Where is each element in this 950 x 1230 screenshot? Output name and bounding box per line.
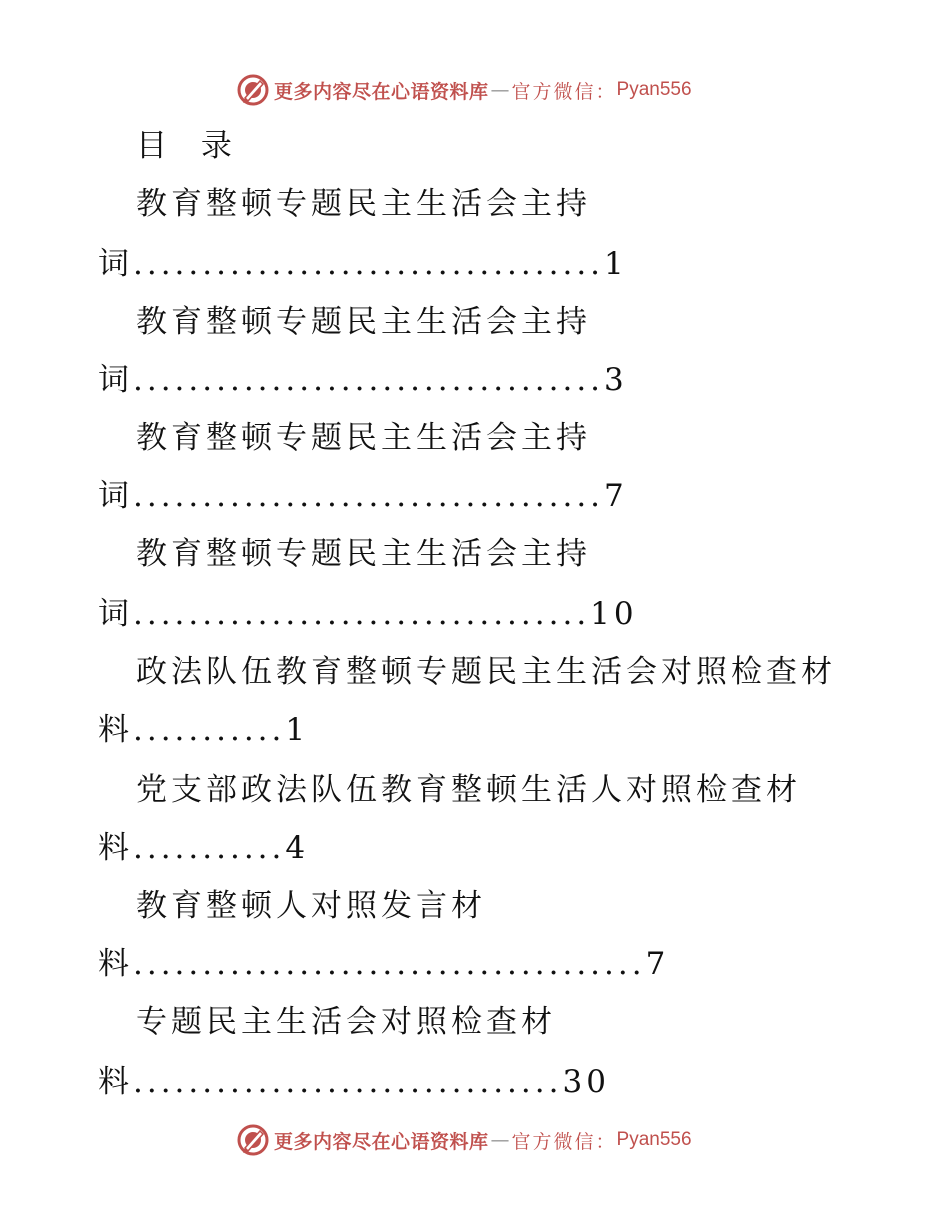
toc-entry-8-title: 专题民主生活会对照检查材 <box>136 1004 556 1040</box>
toc-entry-2-leader: 词..................................3 <box>98 362 628 398</box>
watermark-label: 官方微信： <box>511 1130 617 1153</box>
toc-entry-3-leader: 词..................................7 <box>98 478 628 514</box>
toc-heading: 目 录 <box>136 128 244 164</box>
toc-entry-3-title: 教育整顿专题民主生活会主持 <box>136 420 591 456</box>
watermark-separator: — <box>490 79 510 101</box>
header-watermark <box>236 72 692 108</box>
watermark-id: Pyan556 <box>616 79 692 100</box>
toc-entry-2-title: 教育整顿专题民主生活会主持 <box>136 304 591 340</box>
toc-entry-6-title: 党支部政法队伍教育整顿生活人对照检查材 <box>136 772 801 808</box>
footer-watermark <box>236 1122 692 1158</box>
toc-entry-8-leader: 料...............................30 <box>98 1064 610 1100</box>
watermark-label: 官方微信： <box>511 80 617 103</box>
toc-entry-5-title: 政法队伍教育整顿专题民主生活会对照检查材 <box>136 654 836 690</box>
watermark-text: 更多内容尽在心语资料库 <box>274 80 489 103</box>
pen-logo-icon <box>236 1123 270 1157</box>
toc-entry-4-leader: 词.................................10 <box>98 596 638 632</box>
watermark-text: 更多内容尽在心语资料库 <box>274 1130 489 1153</box>
toc-entry-1-title: 教育整顿专题民主生活会主持 <box>136 186 591 222</box>
toc-entry-7-leader: 料.....................................7 <box>98 946 670 982</box>
toc-entry-7-title: 教育整顿人对照发言材 <box>136 888 486 924</box>
toc-entry-5-leader: 料...........1 <box>98 712 310 748</box>
toc-entry-6-leader: 料...........4 <box>98 830 310 866</box>
watermark-id: Pyan556 <box>616 1129 692 1150</box>
watermark-separator: — <box>490 1129 510 1151</box>
toc-entry-1-leader: 词..................................1 <box>98 246 628 282</box>
toc-entry-4-title: 教育整顿专题民主生活会主持 <box>136 536 591 572</box>
pen-logo-icon <box>236 73 270 107</box>
